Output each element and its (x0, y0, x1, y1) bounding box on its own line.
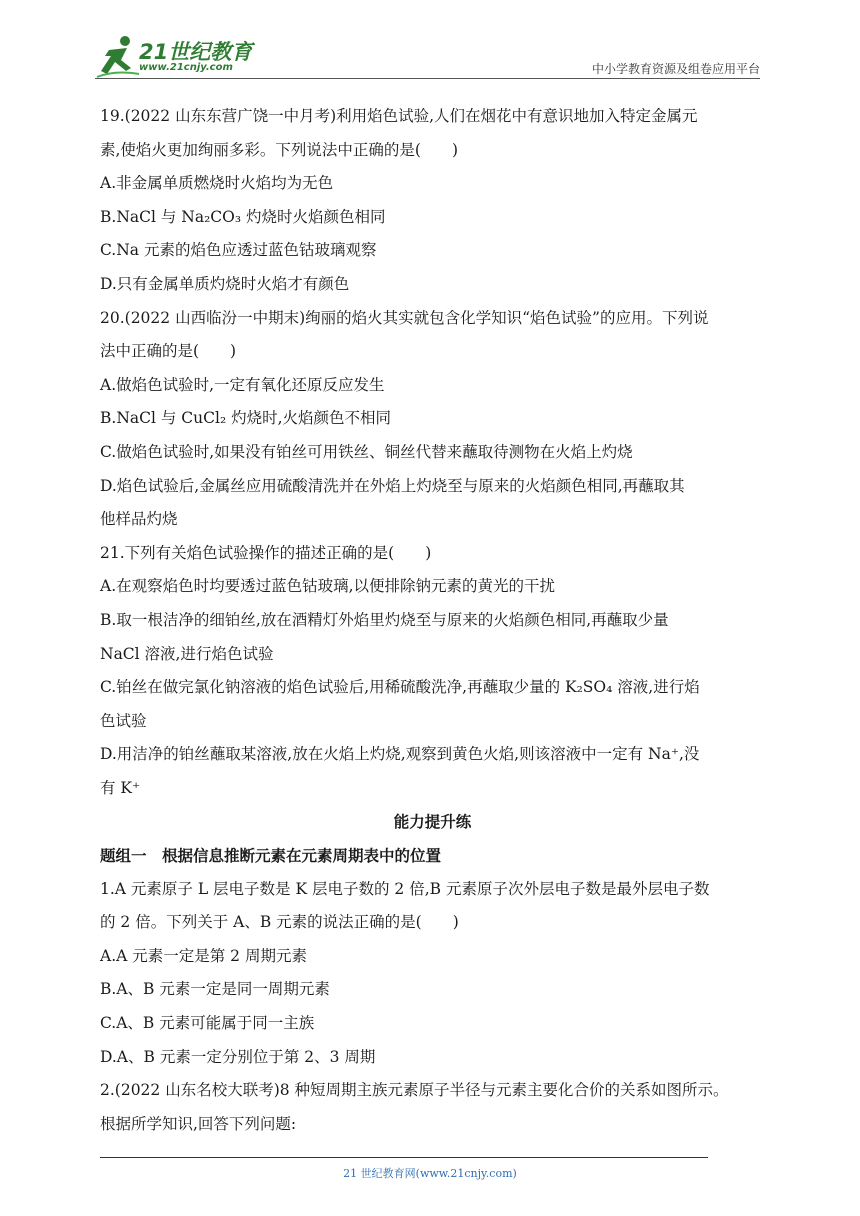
q19-option-b: B.NaCl 与 Na₂CO₃ 灼烧时火焰颜色相同 (100, 207, 386, 226)
q20-option-c: C.做焰色试验时,如果没有铂丝可用铁丝、铜丝代替来蘸取待测物在火焰上灼烧 (100, 442, 633, 461)
q20-option-d-line2: 他样品灼烧 (100, 510, 178, 529)
q20-option-a: A.做焰色试验时,一定有氧化还原反应发生 (100, 375, 385, 394)
runner-logo-icon (95, 34, 141, 78)
page-header (95, 34, 760, 80)
logo-url-text: www.21cnjy.com (139, 62, 233, 73)
group-heading: 题组一 根据信息推断元素在元素周期表中的位置 (100, 846, 442, 866)
q21-option-b-line1: B.取一根洁净的细铂丝,放在酒精灯外焰里灼烧至与原来的火焰颜色相同,再蘸取少量 (100, 610, 669, 629)
q1-stem-line2: 的 2 倍。下列关于 A、B 元素的说法正确的是( ) (100, 913, 459, 932)
q21-option-b-line2: NaCl 溶液,进行焰色试验 (100, 644, 274, 663)
q21-option-d-line2: 有 K⁺ (100, 778, 141, 797)
q1-option-a: A.A 元素一定是第 2 周期元素 (100, 946, 307, 965)
section-title: 能力提升练 (393, 812, 472, 832)
platform-title: 中小学教育资源及组卷应用平台 (591, 62, 760, 76)
q2-stem-line1: 2.(2022 山东名校大联考)8 种短周期主族元素原子半径与元素主要化合价的关系如图所示。 (100, 1081, 729, 1100)
q1-stem-line1: 1.A 元素原子 L 层电子数是 K 层电子数的 2 倍,B 元素原子次外层电子数是最外层电子数 (100, 879, 710, 898)
q20-option-b: B.NaCl 与 CuCl₂ 灼烧时,火焰颜色不相同 (100, 409, 392, 428)
q19-stem-line1: 19.(2022 山东东营广饶一中月考)利用焰色试验,人们在烟花中有意识地加入特定金属元 (100, 107, 698, 125)
q21-option-a: A.在观察焰色时均要透过蓝色钴玻璃,以便排除钠元素的黄光的干扰 (100, 577, 556, 596)
q21-option-c-line1: C.铂丝在做完氯化钠溶液的焰色试验后,用稀硫酸洗净,再蘸取少量的 K₂SO₄ 溶液,进行焰 (100, 678, 700, 697)
header-divider (95, 78, 760, 79)
footer-divider (100, 1157, 708, 1158)
q1-option-c: C.A、B 元素可能属于同一主族 (100, 1014, 315, 1033)
q20-stem-line2: 法中正确的是( ) (100, 342, 237, 361)
q21-option-d-line1: D.用洁净的铂丝蘸取某溶液,放在火焰上灼烧,观察到黄色火焰,则该溶液中一定有 Na⁺,没 (100, 745, 700, 764)
q2-stem-line2: 根据所学知识,回答下列问题: (100, 1114, 297, 1133)
site-logo (95, 34, 260, 80)
q19-option-a: A.非金属单质燃烧时火焰均为无色 (100, 174, 334, 193)
q19-option-d: D.只有金属单质灼烧时火焰才有颜色 (100, 274, 350, 293)
q1-option-b: B.A、B 元素一定是同一周期元素 (100, 980, 330, 999)
q20-stem-line1: 20.(2022 山西临汾一中期末)绚丽的焰火其实就包含化学知识“焰色试验”的应用。下列说 (100, 308, 709, 327)
q21-stem: 21.下列有关焰色试验操作的描述正确的是( ) (100, 543, 432, 562)
q1-option-d: D.A、B 元素一定分别位于第 2、3 周期 (100, 1047, 376, 1066)
q19-option-c: C.Na 元素的焰色应透过蓝色钴玻璃观察 (100, 241, 377, 260)
question-content (100, 100, 765, 1141)
q21-option-c-line2: 色试验 (100, 711, 147, 730)
q19-stem-line2: 素,使焰火更加绚丽多彩。下列说法中正确的是( ) (100, 140, 459, 159)
page-footer: 21 世纪教育网(www.21cnjy.com) (343, 1167, 517, 1180)
q20-option-d-line1: D.焰色试验后,金属丝应用硫酸清洗并在外焰上灼烧至与原来的火焰颜色相同,再蘸取其 (100, 476, 685, 495)
logo-main-text: 21世纪教育 (139, 40, 253, 64)
